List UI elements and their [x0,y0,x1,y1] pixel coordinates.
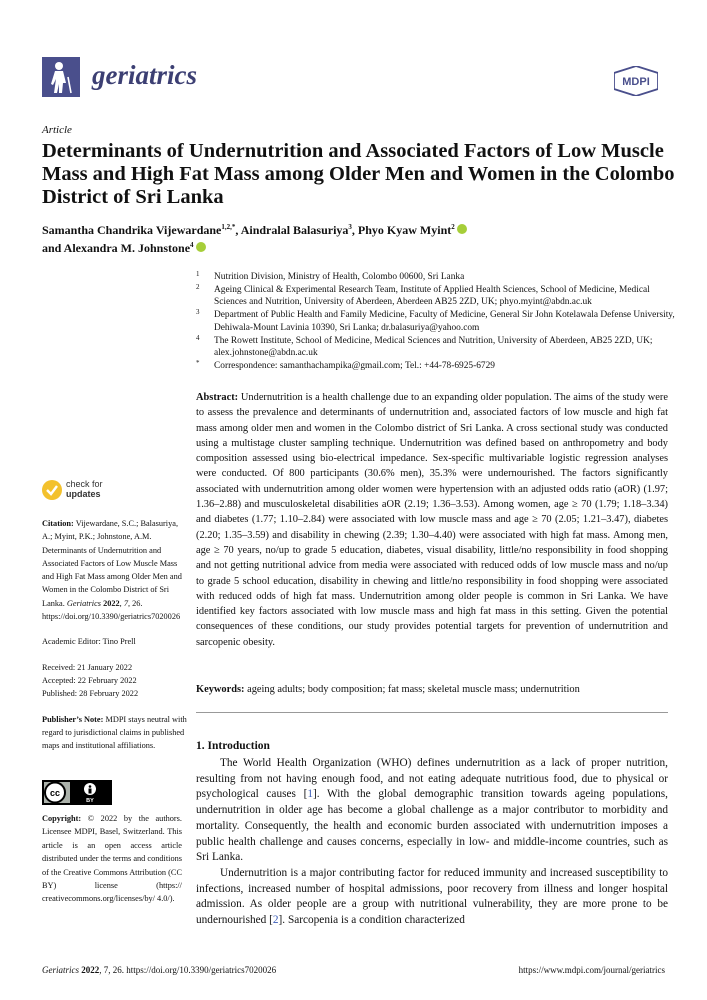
academic-editor: Academic Editor: Tino Prell [42,637,136,647]
affiliation-mark: 1 [196,270,200,278]
keywords [196,683,668,697]
author-name: , Aindralal Balasuriya [235,223,349,237]
mdpi-logo[interactable] [614,66,658,96]
affiliation-mark: * [196,358,200,367]
published-date: Published: 28 February 2022 [42,689,139,699]
abstract-label: Abstract: [196,392,239,403]
author-affil-mark: 3 [348,223,352,231]
footer-journal: Geriatrics [42,965,79,975]
orcid-icon[interactable] [457,224,467,234]
cc-by-license-badge[interactable] [42,780,112,805]
article-type: Article [42,124,72,136]
section-divider [196,712,668,713]
affiliation-item [196,335,676,360]
affiliation-item [196,309,676,334]
check-updates-line1: check for [66,479,103,489]
affiliation-mark: 2 [196,282,200,291]
citation-doi[interactable]: , 26. https://doi.org/10.3390/geriatrics7020026 [42,598,181,622]
dates-block [42,661,187,701]
footer-citation [42,965,276,975]
affiliation-mark: 4 [196,333,200,342]
paragraph [196,866,668,929]
check-updates-icon[interactable] [42,480,62,500]
abstract-text: Undernutrition is a health challenge due to an expanding older population. The aims of the study were to assess the prevalence and determinants of undernutrition and, associated factors of low muscle and high fat mass among older men and women in the Colombo district of Sri Lanka. A cross sectional study was conducted using a multistage cluster sampling technique. Undernutrition was defined based on anthropometry and body composition assessed using bio-electrical impedance. Sex-specific multivariable logistic regression analyses were conducted. Of 800 participants (30.6% men), 35.3% were undernourished. The factors significantly associated with undernutrition among older women were hypertension with an adjusted odds ratio (aOR) (1.97; 1.36–2.88) and musculoskeletal disabilities aOR (2.19; 1.36–3.53). Among women, age ≥ 70 (1.79; 1.18–3.34) and diabetes (1.77; 1.10–2.84) were associated with low muscle mass and age ≥ 70 (2.05; 1.21–3.47), diabetes (2.20; 1.35–3.59) and disability in chewing (2.39; 1.30–4.40) were associated with high fat mass. Among men, age ≥ 70 years, no/up to grade 5 education, diabetes, visual disability, little/no responsibility in food shopping and not getting nutritional advice from media were associated with reduced odds of low muscle mass and no/up to grade 5 school education, disability in chewing and little/no responsibility in food shopping were associated with reduced odds of high fat mass. Undernutrition among older people is common in Sri Lanka. We have identified key factors associated with low muscle mass and high fat mass in this setting. Given the potential consequences of these conditions, our study provides potential targets for prevention of undernutrition and sarcopenic obesity. [196,392,668,648]
journal-name[interactable]: geriatrics [92,60,197,90]
citation-journal: Geriatrics [66,598,101,608]
publisher-note [42,713,187,753]
orcid-icon[interactable] [196,242,206,252]
author-affil-mark: 4 [190,241,194,249]
affiliation-text: Department of Public Health and Family Medicine, Faculty of Medicine, General Sir John Kotelawala Defense University, Dehiwala-Mount Lavinia 10390, Sri Lanka; dr.balasuriya@yahoo.com [214,310,675,333]
affiliation-text: Correspondence: samanthachampika@gmail.com; Tel.: +44-78-6925-6729 [214,360,495,371]
citation-label: Citation: [42,519,74,528]
affiliation-text: Nutrition Division, Ministry of Health, Colombo 00600, Sri Lanka [214,272,465,282]
affiliation-item [196,284,676,309]
footer-year: 2022 [81,965,100,975]
citation-link[interactable]: 1 [307,788,313,801]
author-name: , Phyo Kyaw Myint [351,223,452,237]
paragraph-text: Undernutrition is a major contributing factor for reduced immunity and increased susceptibility to infections, increased number of hospital admissions, poor recovery from illness and longer hospital admission. As older people are a group with nutritional vulnerability, they are more prone to be undernourished [ [196,866,668,927]
copyright-text: © 2022 by the authors. Licensee MDPI, Basel, Switzerland. This article is an open access article distributed under the terms and conditions of the Creative Commons Attribution (CC BY) license (https:// creativecommons.org/licenses/by/ 4.0/). [42,814,182,904]
article-title: Determinants of Undernutrition and Associated Factors of Low Muscle Mass and High Fat Mass among Older Men and Women in the Colombo District of Sri Lanka [42,140,675,208]
paragraph-text: The World Health Organization (WHO) defines undernutrition as a lack of proper nutrition, resulting from not having enough food, and not eating adequate nutritious food, due to physical or psychological causes [ [196,757,668,801]
author-affil-mark: 2 [451,223,455,231]
author-name: Samantha Chandrika Vijewardane [42,223,222,237]
citation-volume: 7 [123,598,128,608]
author-name: and Alexandra M. Johnstone [42,241,191,255]
cc-logo-text: cc [49,788,61,798]
accepted-date: Accepted: 22 February 2022 [42,675,137,685]
abstract [196,390,668,650]
citation-link[interactable]: 2 [272,914,279,927]
paragraph-text: ]. Sarcopenia is a condition characterized [278,914,465,927]
publisher-note-text: MDPI stays neutral with regard to jurisdictional claims in published maps and institutional affiliations. [42,714,187,751]
citation-block: Citation: Vijewardane, S.C.; Balasuriya, A.; Myint, P.K.; Johnstone, A.M. Determinants of Undernutrition and Associated Factors of Low Muscle Mass and High Fat Mass among Older Men and Women in the Colombo District of Sri Lanka. Geriatrics 2022, 7, 26. https://doi.org/10.3390/geriatrics7020026 [42,519,182,622]
introduction-body [196,756,668,929]
section-heading: 1. Introduction [196,740,270,752]
cc-by-text: BY [86,798,94,804]
received-date: Received: 21 January 2022 [42,662,133,672]
footer-journal-url[interactable]: https://www.mdpi.com/journal/geriatrics [518,965,665,975]
paragraph [196,756,668,866]
article-info-sidebar [42,517,187,764]
correspondence [196,360,676,373]
keywords-label: Keywords: [196,684,245,695]
elderly-person-icon [42,57,80,97]
copyright-notice [42,812,182,906]
affiliations [196,271,676,373]
footer-doi[interactable]: , 7, 26. https://doi.org/10.3390/geriatrics7020026 [99,965,277,975]
affiliation-mark: 3 [196,308,200,317]
affiliation-text: Ageing Clinical & Experimental Research Team, Institute of Applied Health Sciences, School of Medicine, Medical Sciences and Nutrition, University of Aberdeen, Aberdeen AB25 2ZD, UK; phyo.myint@abdn.ac.uk [214,284,650,308]
keywords-text: ageing adults; body composition; fat mass; skeletal muscle mass; undernutrition [247,684,580,695]
author-list [42,220,662,256]
author-affil-mark: 1,2,* [221,223,236,231]
affiliation-item [196,271,676,284]
citation-text: Vijewardane, S.C.; Balasuriya, A.; Myint, P.K.; Johnstone, A.M. Determinants of Undernutrition and Associated Factors of Low Muscle Mass and High Fat Mass among Older Men and Women in the Colombo District of Sri Lanka. [42,519,182,608]
paragraph-text: ]. With the global demographic transition towards ageing populations, undernutrition in older age has become a global challenge as a major contributor to morbidity and mortality. Consequently, the health and economic burden associated with undernutrition imposes a public health challenge and causes concerns, especially in low- and middle-income countries, such as Sri Lanka. [196,788,669,864]
journal-logo [42,57,80,97]
citation-year: 2022 [103,598,120,608]
publisher-note-label: Publisher’s Note: [42,714,104,724]
mdpi-logo-text: MDPI [622,76,650,88]
affiliation-text: The Rowett Institute, School of Medicine, Medical Sciences and Nutrition, University of Aberdeen, AB25 2ZD, UK; alex.johnstone@abdn.ac.uk [214,335,653,359]
copyright-label: Copyright: [42,814,82,823]
check-updates-line2: updates [66,489,101,499]
check-updates-button[interactable] [66,479,103,499]
